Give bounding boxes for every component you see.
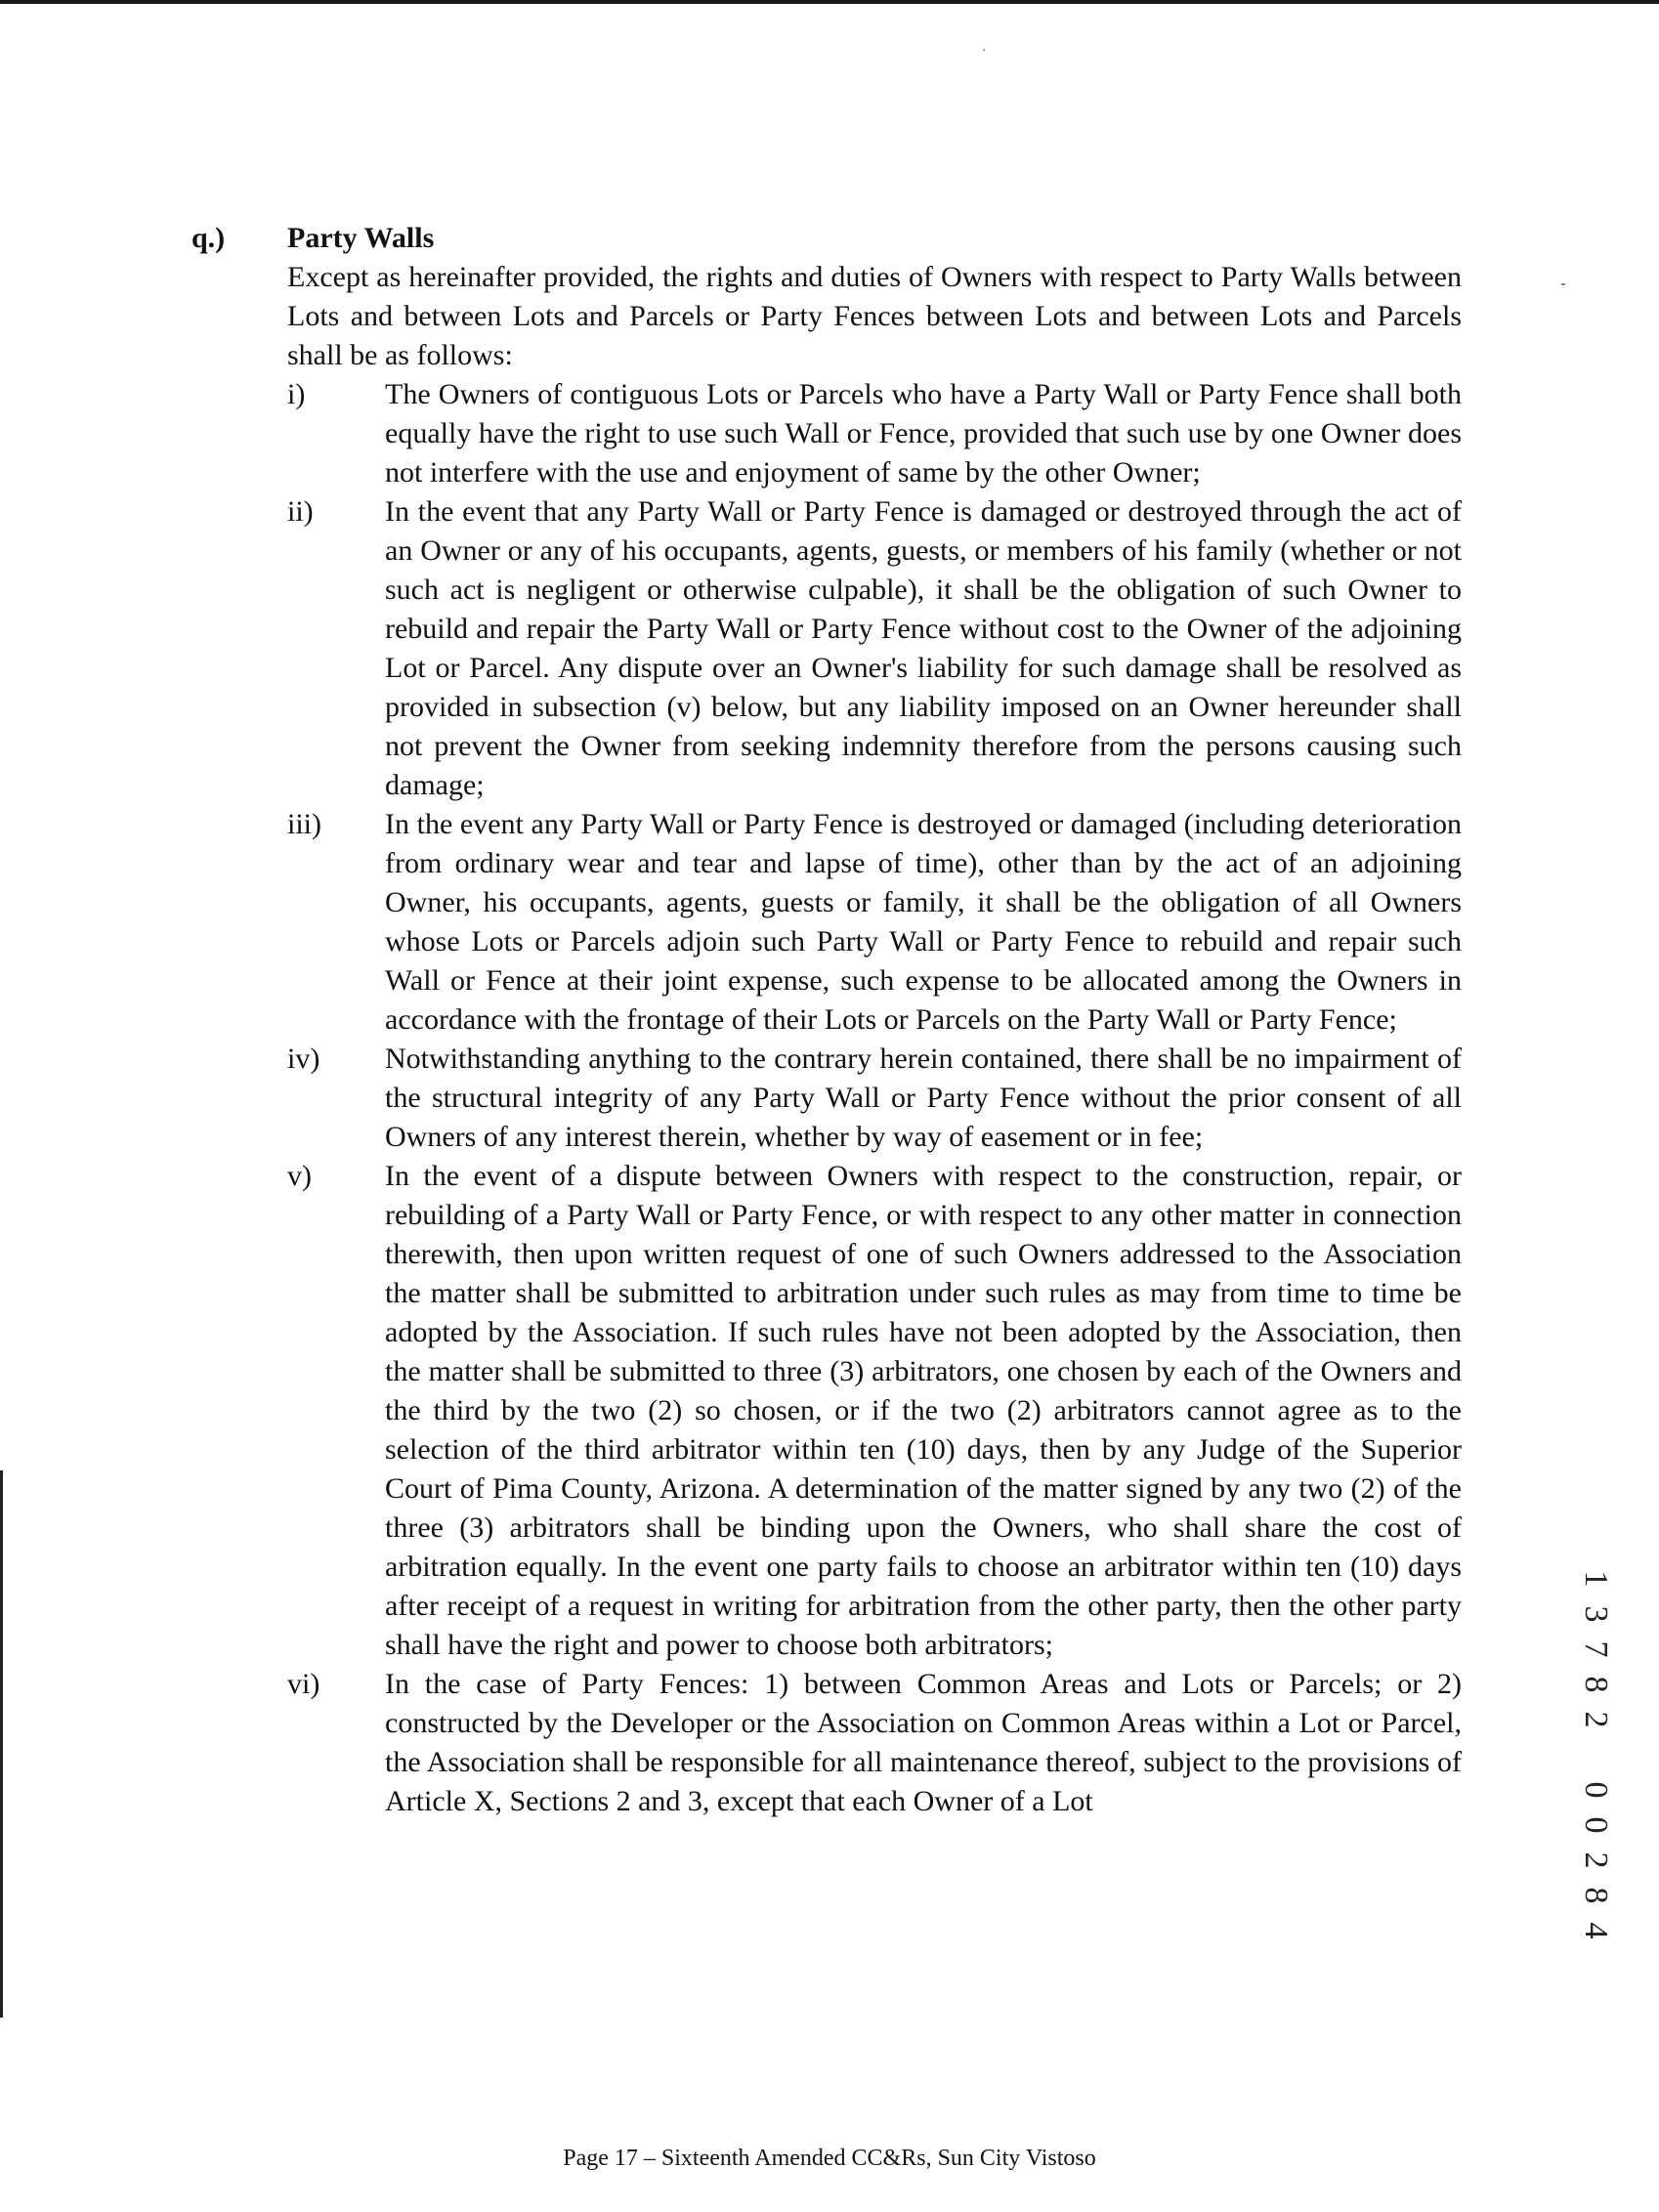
item-text: The Owners of contiguous Lots or Parcels who have a Party Wall or Party Fence shall both equally have the right to use such Wall or Fence, provided that such use by one Owner does not interfere with the use and enjoyment of same by the other Owner; bbox=[385, 378, 1462, 489]
list-item bbox=[287, 492, 1462, 805]
item-text: Notwithstanding anything to the contrary herein contained, there shall be no impairment of the structural integrity of any Party Wall or Party Fence without the prior consent of all Owners of any interest therein, whether by way of easement or in fee; bbox=[385, 1042, 1462, 1153]
item-text: In the event that any Party Wall or Party Fence is damaged or destroyed through the act of an Owner or any of his occupants, agents, guests, or members of his family (whether or not such act is negligent or otherwise culpable), it shall be the obligation of such Owner to rebuild and repair the Party Wall or Party Fence without cost to the Owner of the adjoining Lot or Parcel. Any dispute over an Owner's liability for such damage shall be resolved as provided in subsection (v) below, but any liability imposed on an Owner hereunder shall not prevent the Owner from seeking indemnity therefore from the persons causing such damage; bbox=[385, 495, 1462, 801]
item-number: iii) bbox=[287, 808, 321, 840]
stamp-digit: 8 bbox=[1578, 1887, 1614, 1904]
stamp-digit bbox=[1578, 1738, 1613, 1771]
stamp-digit: 7 bbox=[1578, 1640, 1614, 1658]
item-number: ii) bbox=[287, 495, 314, 528]
item-number: vi) bbox=[287, 1668, 320, 1700]
item-number: iv) bbox=[287, 1042, 320, 1075]
stamp-digit: 2 bbox=[1578, 1711, 1614, 1728]
scan-speck bbox=[983, 49, 985, 51]
section-title: Party Walls bbox=[287, 222, 435, 254]
section-intro: Except as hereinafter provided, the rights and duties of Owners with respect to Party Walls between Lots and between Lots and Parcels or Party Fences between Lots and between Lots and Parcels shall be as follows: bbox=[287, 261, 1462, 371]
scan-left-edge-mark bbox=[0, 1470, 3, 2018]
stamp-digit: 1 bbox=[1578, 1570, 1614, 1588]
list-item bbox=[287, 1040, 1462, 1157]
item-number: v) bbox=[287, 1160, 312, 1192]
item-number: i) bbox=[287, 378, 306, 410]
scan-top-edge bbox=[0, 0, 1659, 4]
stamp-digit: 4 bbox=[1578, 1922, 1614, 1939]
list-item bbox=[287, 1157, 1462, 1665]
item-text: In the event of a dispute between Owners with respect to the construction, repair, or rebuilding of a Party Wall or Party Fence, or with respect to any other matter in connection therewith, then upon written request of one of such Owners addressed to the Association the matter shall be submitted to arbitration under such rules as may from time to time be adopted by the Association. If such rules have not been adopted by the Association, then the matter shall be submitted to three (3) arbitrators, one chosen by each of the Owners and the third by the two (2) so chosen, or if the two (2) arbitrators cannot agree as to the selection of the third arbitrator within ten (10) days, then by any Judge of the Superior Court of Pima County, Arizona. A determination of the matter signed by any two (2) of the three (3) arbitrators shall be binding upon the Owners, who shall share the cost of arbitration equally. In the event one party fails to choose an arbitrator within ten (10) days after receipt of a request in writing for arbitration from the other party, then the other party shall have the right and power to choose both arbitrators; bbox=[385, 1160, 1462, 1661]
stamp-digit: 2 bbox=[1578, 1851, 1614, 1869]
section-label: q.) bbox=[191, 222, 226, 254]
stamp-digit: 0 bbox=[1578, 1816, 1614, 1834]
item-text: In the event any Party Wall or Party Fence is destroyed or damaged (including deterioration from ordinary wear and tear and lapse of time), other than by the act of an adjoining Owner, his occupants, agents, guests or family, it shall be the obligation of all Owners whose Lots or Parcels adjoin such Party Wall or Party Fence to rebuild and repair such Wall or Fence at their joint expense, such expense to be allocated among the Owners in accordance with the frontage of their Lots or Parcels on the Party Wall or Party Fence; bbox=[385, 808, 1462, 1036]
stamp-digit: 0 bbox=[1578, 1781, 1614, 1799]
stamp-digit: 3 bbox=[1578, 1605, 1614, 1623]
scan-speck bbox=[1561, 283, 1565, 285]
list-item bbox=[287, 375, 1462, 492]
recording-stamp-number bbox=[1579, 1561, 1612, 1948]
list-item bbox=[287, 805, 1462, 1040]
page-footer: Page 17 – Sixteenth Amended CC&Rs, Sun City Vistoso bbox=[563, 2146, 1096, 2171]
item-text: In the case of Party Fences: 1) between Common Areas and Lots or Parcels; or 2) constructed by the Developer or the Association on Common Areas within a Lot or Parcel, the Association shall be responsible for all maintenance thereof, subject to the provisions of Article X, Sections 2 and 3, except that each Owner of a Lot bbox=[385, 1668, 1462, 1817]
list-item bbox=[287, 1665, 1462, 1821]
section-body bbox=[287, 219, 1462, 1821]
stamp-digit: 8 bbox=[1578, 1676, 1614, 1693]
